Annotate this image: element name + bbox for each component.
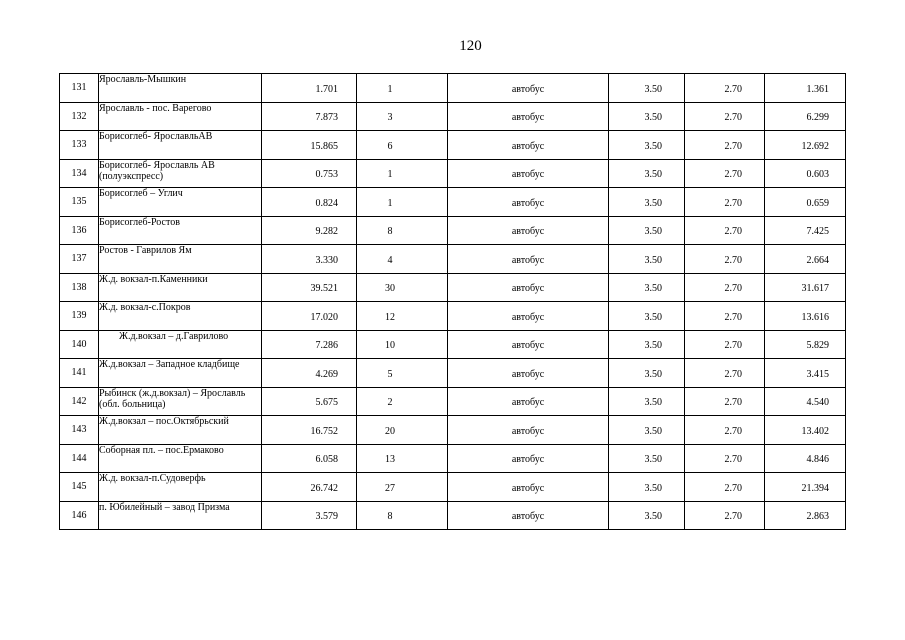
rate-two-cell: 2.70 <box>685 159 765 188</box>
table-row <box>60 416 846 445</box>
routes-table <box>59 73 846 530</box>
table-row <box>60 501 846 530</box>
route-name-cell: Ж.д.вокзал – пос.Октябрьский <box>99 416 262 445</box>
rate-one-cell: 3.50 <box>609 473 685 502</box>
vehicle-type-cell: автобус <box>448 74 609 103</box>
row-number-cell: 145 <box>60 473 99 502</box>
vehicle-type-cell: автобус <box>448 216 609 245</box>
table-row <box>60 302 846 331</box>
vehicle-type-cell: автобус <box>448 501 609 530</box>
rate-two-cell: 2.70 <box>685 102 765 131</box>
trip-count-cell: 3 <box>357 102 448 131</box>
table-row <box>60 387 846 416</box>
rate-one-cell: 3.50 <box>609 216 685 245</box>
route-name-cell: Ж.д. вокзал-с.Покров <box>99 302 262 331</box>
route-length-cell: 0.824 <box>262 188 357 217</box>
total-value-cell: 13.402 <box>765 416 846 445</box>
route-name-cell: Ярославль-Мышкин <box>99 74 262 103</box>
route-name-cell: Борисоглеб- Ярославль АВ (полуэкспресс) <box>99 159 262 188</box>
vehicle-type-cell: автобус <box>448 245 609 274</box>
route-name-cell: Ж.д.вокзал – Западное кладбище <box>99 359 262 388</box>
route-name-cell: Ярославль - пос. Варегово <box>99 102 262 131</box>
vehicle-type-cell: автобус <box>448 273 609 302</box>
table-row <box>60 473 846 502</box>
table-row <box>60 159 846 188</box>
row-number-cell: 141 <box>60 359 99 388</box>
rate-two-cell: 2.70 <box>685 188 765 217</box>
rate-two-cell: 2.70 <box>685 473 765 502</box>
rate-one-cell: 3.50 <box>609 302 685 331</box>
row-number-cell: 143 <box>60 416 99 445</box>
row-number-cell: 131 <box>60 74 99 103</box>
row-number-cell: 140 <box>60 330 99 359</box>
trip-count-cell: 2 <box>357 387 448 416</box>
rate-one-cell: 3.50 <box>609 273 685 302</box>
rate-two-cell: 2.70 <box>685 74 765 103</box>
total-value-cell: 12.692 <box>765 131 846 160</box>
vehicle-type-cell: автобус <box>448 188 609 217</box>
table-row <box>60 444 846 473</box>
rate-one-cell: 3.50 <box>609 74 685 103</box>
route-name-cell: Ростов - Гаврилов Ям <box>99 245 262 274</box>
trip-count-cell: 1 <box>357 159 448 188</box>
route-length-cell: 1.701 <box>262 74 357 103</box>
table-row <box>60 245 846 274</box>
trip-count-cell: 1 <box>357 74 448 103</box>
rate-two-cell: 2.70 <box>685 245 765 274</box>
trip-count-cell: 8 <box>357 501 448 530</box>
route-length-cell: 7.286 <box>262 330 357 359</box>
rate-two-cell: 2.70 <box>685 273 765 302</box>
table-row <box>60 330 846 359</box>
rate-two-cell: 2.70 <box>685 501 765 530</box>
rate-one-cell: 3.50 <box>609 188 685 217</box>
total-value-cell: 21.394 <box>765 473 846 502</box>
total-value-cell: 4.540 <box>765 387 846 416</box>
route-length-cell: 3.579 <box>262 501 357 530</box>
trip-count-cell: 4 <box>357 245 448 274</box>
total-value-cell: 0.603 <box>765 159 846 188</box>
rate-one-cell: 3.50 <box>609 416 685 445</box>
table-row <box>60 102 846 131</box>
rate-one-cell: 3.50 <box>609 131 685 160</box>
vehicle-type-cell: автобус <box>448 359 609 388</box>
vehicle-type-cell: автобус <box>448 387 609 416</box>
vehicle-type-cell: автобус <box>448 302 609 331</box>
route-length-cell: 39.521 <box>262 273 357 302</box>
table-row <box>60 188 846 217</box>
table-row <box>60 273 846 302</box>
routes-table-body <box>60 74 846 530</box>
rate-two-cell: 2.70 <box>685 216 765 245</box>
table-row <box>60 74 846 103</box>
row-number-cell: 136 <box>60 216 99 245</box>
rate-two-cell: 2.70 <box>685 444 765 473</box>
row-number-cell: 137 <box>60 245 99 274</box>
trip-count-cell: 20 <box>357 416 448 445</box>
total-value-cell: 3.415 <box>765 359 846 388</box>
trip-count-cell: 27 <box>357 473 448 502</box>
total-value-cell: 7.425 <box>765 216 846 245</box>
rate-two-cell: 2.70 <box>685 387 765 416</box>
rate-one-cell: 3.50 <box>609 159 685 188</box>
trip-count-cell: 1 <box>357 188 448 217</box>
vehicle-type-cell: автобус <box>448 416 609 445</box>
row-number-cell: 133 <box>60 131 99 160</box>
route-name-cell: Борисоглеб- ЯрославльАВ <box>99 131 262 160</box>
route-length-cell: 7.873 <box>262 102 357 131</box>
route-length-cell: 16.752 <box>262 416 357 445</box>
route-name-cell: Ж.д. вокзал-п.Судоверфь <box>99 473 262 502</box>
row-number-cell: 134 <box>60 159 99 188</box>
route-length-cell: 17.020 <box>262 302 357 331</box>
trip-count-cell: 8 <box>357 216 448 245</box>
route-length-cell: 4.269 <box>262 359 357 388</box>
route-length-cell: 3.330 <box>262 245 357 274</box>
vehicle-type-cell: автобус <box>448 102 609 131</box>
rate-two-cell: 2.70 <box>685 131 765 160</box>
route-name-cell: Борисоглеб-Ростов <box>99 216 262 245</box>
vehicle-type-cell: автобус <box>448 159 609 188</box>
vehicle-type-cell: автобус <box>448 131 609 160</box>
vehicle-type-cell: автобус <box>448 444 609 473</box>
trip-count-cell: 13 <box>357 444 448 473</box>
route-length-cell: 0.753 <box>262 159 357 188</box>
table-row <box>60 216 846 245</box>
route-name-cell: Ж.д.вокзал – д.Гаврилово <box>99 330 262 359</box>
total-value-cell: 5.829 <box>765 330 846 359</box>
route-name-cell: Соборная пл. – пос.Ермаково <box>99 444 262 473</box>
row-number-cell: 144 <box>60 444 99 473</box>
rate-two-cell: 2.70 <box>685 359 765 388</box>
total-value-cell: 2.664 <box>765 245 846 274</box>
total-value-cell: 6.299 <box>765 102 846 131</box>
rate-one-cell: 3.50 <box>609 245 685 274</box>
rate-two-cell: 2.70 <box>685 330 765 359</box>
route-length-cell: 9.282 <box>262 216 357 245</box>
route-name-cell: Рыбинск (ж.д.вокзал) – Ярославль (обл. больница) <box>99 387 262 416</box>
rate-one-cell: 3.50 <box>609 444 685 473</box>
vehicle-type-cell: автобус <box>448 473 609 502</box>
total-value-cell: 31.617 <box>765 273 846 302</box>
table-row <box>60 131 846 160</box>
route-length-cell: 6.058 <box>262 444 357 473</box>
rate-one-cell: 3.50 <box>609 330 685 359</box>
rate-two-cell: 2.70 <box>685 416 765 445</box>
total-value-cell: 0.659 <box>765 188 846 217</box>
row-number-cell: 142 <box>60 387 99 416</box>
trip-count-cell: 6 <box>357 131 448 160</box>
total-value-cell: 13.616 <box>765 302 846 331</box>
trip-count-cell: 30 <box>357 273 448 302</box>
route-name-cell: п. Юбилейный – завод Призма <box>99 501 262 530</box>
row-number-cell: 135 <box>60 188 99 217</box>
route-length-cell: 15.865 <box>262 131 357 160</box>
trip-count-cell: 10 <box>357 330 448 359</box>
route-name-cell: Ж.д. вокзал-п.Каменники <box>99 273 262 302</box>
rate-one-cell: 3.50 <box>609 359 685 388</box>
page-number: 120 <box>459 38 482 54</box>
trip-count-cell: 5 <box>357 359 448 388</box>
table-row <box>60 359 846 388</box>
route-length-cell: 5.675 <box>262 387 357 416</box>
rate-one-cell: 3.50 <box>609 387 685 416</box>
row-number-cell: 138 <box>60 273 99 302</box>
row-number-cell: 132 <box>60 102 99 131</box>
route-length-cell: 26.742 <box>262 473 357 502</box>
total-value-cell: 4.846 <box>765 444 846 473</box>
trip-count-cell: 12 <box>357 302 448 331</box>
rate-two-cell: 2.70 <box>685 302 765 331</box>
rate-one-cell: 3.50 <box>609 501 685 530</box>
total-value-cell: 2.863 <box>765 501 846 530</box>
rate-one-cell: 3.50 <box>609 102 685 131</box>
row-number-cell: 139 <box>60 302 99 331</box>
row-number-cell: 146 <box>60 501 99 530</box>
route-name-cell: Борисоглеб – Углич <box>99 188 262 217</box>
total-value-cell: 1.361 <box>765 74 846 103</box>
vehicle-type-cell: автобус <box>448 330 609 359</box>
